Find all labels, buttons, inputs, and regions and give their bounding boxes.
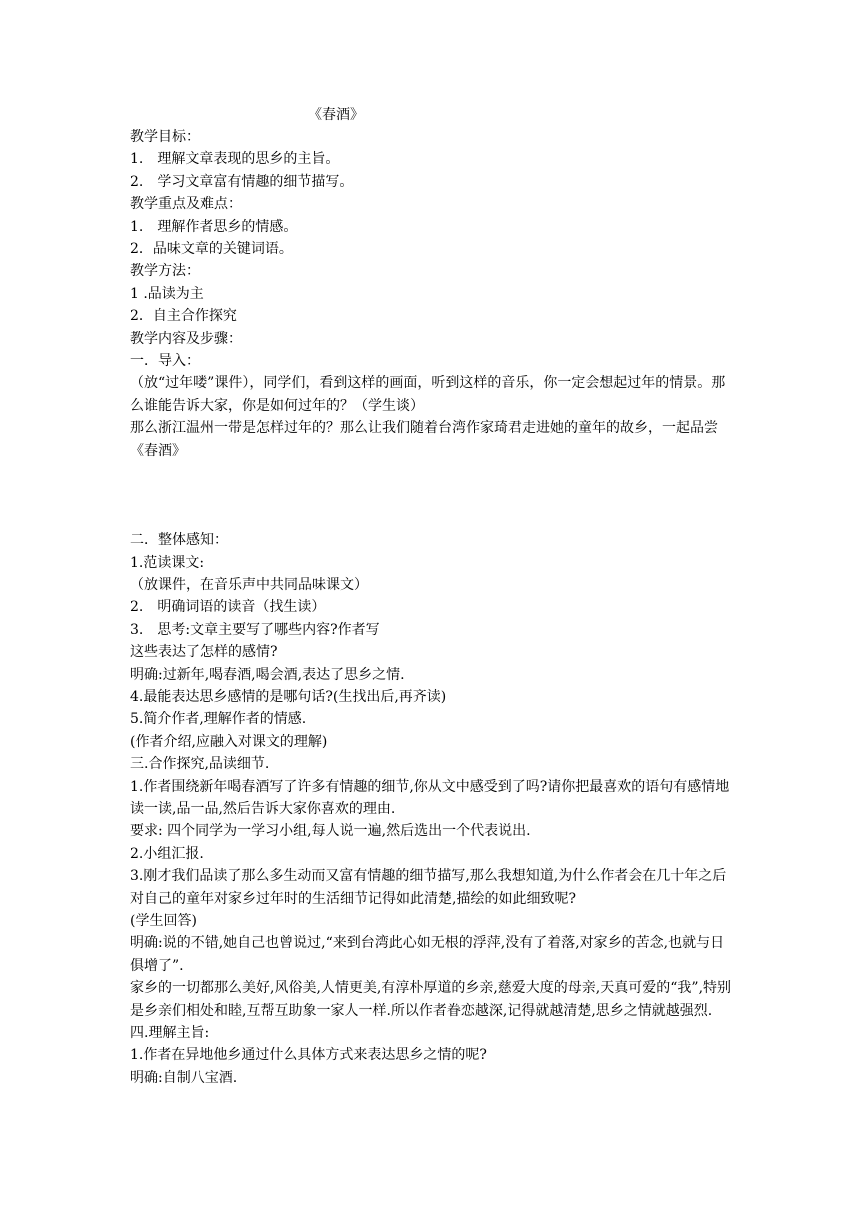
section-heading-objectives: 教学目标： (130, 129, 200, 145)
theme-item-1: 1.作者在异地他乡通过什么具体方式来表达思乡之情的呢? (130, 1047, 487, 1064)
explore-answer-1: 明确:说的不错,她自己也曾说过,“来到台湾此心如无根的浮萍,没有了着落,对家乡的苦念,也就与日俱增了”. (130, 935, 725, 974)
key-point-item-1: 1. 理解作者思乡的情感。 (130, 218, 298, 235)
document-title: 《春酒》 (308, 107, 364, 123)
overview-note-1: （放课件，在音乐声中共同品味课文） (130, 576, 368, 593)
section-heading-methods: 教学方法： (130, 263, 200, 280)
overview-answer: 明确:过新年,喝春酒,喝会酒,表达了思乡之情. (130, 666, 405, 683)
step-heading-intro: 一．导入： (130, 353, 200, 370)
explore-item-3: 3.刚才我们品读了那么多生动而又富有情趣的细节描写,那么我想知道,为什么作者会在几十年之后对自己的童年对家乡过年时的生活细节记得如此清楚,描绘的如此细致呢? (130, 868, 727, 907)
intro-paragraph-1: （放“过年喽”课件），同学们，看到这样的画面，听到这样的音乐，你一定会想起过年的情景。那么谁能告诉大家，你是如何过年的？（学生谈） (130, 375, 726, 414)
step-heading-explore: 三.合作探究,品读细节. (130, 756, 270, 773)
step-heading-theme: 四.理解主旨: (130, 1025, 210, 1042)
method-item-1: 1 .品读为主 (130, 285, 204, 302)
explore-student-answer: (学生回答) (130, 913, 197, 929)
intro-paragraph-2: 那么浙江温州一带是怎样过年的？那么让我们随着台湾作家琦君走进她的童年的故乡，一起品尝《春酒》 (130, 420, 718, 459)
overview-item-3: 3. 思考:文章主要写了哪些内容?作者写 (130, 621, 380, 638)
method-item-2: 2．自主合作探究 (130, 308, 237, 325)
step-heading-overview: 二．整体感知： (130, 532, 228, 549)
overview-item-5: 5.简介作者,理解作者的情感. (130, 711, 307, 728)
explore-item-1: 1.作者围绕新年喝春酒写了许多有情趣的细节,你从文中感受到了吗?请你把最喜欢的语句有感情地读一读,品一品,然后告诉大家你喜欢的理由. (130, 778, 730, 817)
blank-spacer (130, 462, 734, 529)
objective-item-2: 2. 学习文章富有情趣的细节描写。 (130, 173, 354, 190)
overview-item-1: 1.范读课文: (130, 554, 205, 571)
objective-item-1: 1. 理解文章表现的思乡的主旨。 (130, 151, 340, 168)
theme-answer: 明确:自制八宝酒. (130, 1069, 238, 1086)
explore-answer-2: 家乡的一切都那么美好,风俗美,人情更美,有淳朴厚道的乡亲,慈爱大度的母亲,天真可爱的“我”,特别是乡亲们相处和睦,互帮互助象一家人一样.所以作者眷恋越深,记得就越清楚,思乡之情就越强烈. (130, 980, 732, 1019)
overview-item-4: 4.最能表达思乡感情的是哪句话?(生找出后,再齐读) (130, 688, 447, 705)
overview-item-3-cont: 这些表达了怎样的感情? (130, 644, 278, 661)
explore-requirement: 要求: 四个同学为一学习小组,每人说一遍,然后选出一个代表说出. (130, 823, 531, 840)
key-point-item-2: 2．品味文章的关键词语。 (130, 241, 293, 258)
section-heading-steps: 教学内容及步骤： (130, 330, 242, 347)
document-body (130, 126, 734, 1089)
overview-note-5: (作者介绍,应融入对课文的理解) (130, 733, 328, 750)
section-heading-key-points: 教学重点及难点： (130, 196, 242, 213)
overview-item-2: 2. 明确词语的读音（找生读） (130, 599, 326, 616)
explore-item-2: 2.小组汇报. (130, 845, 204, 862)
